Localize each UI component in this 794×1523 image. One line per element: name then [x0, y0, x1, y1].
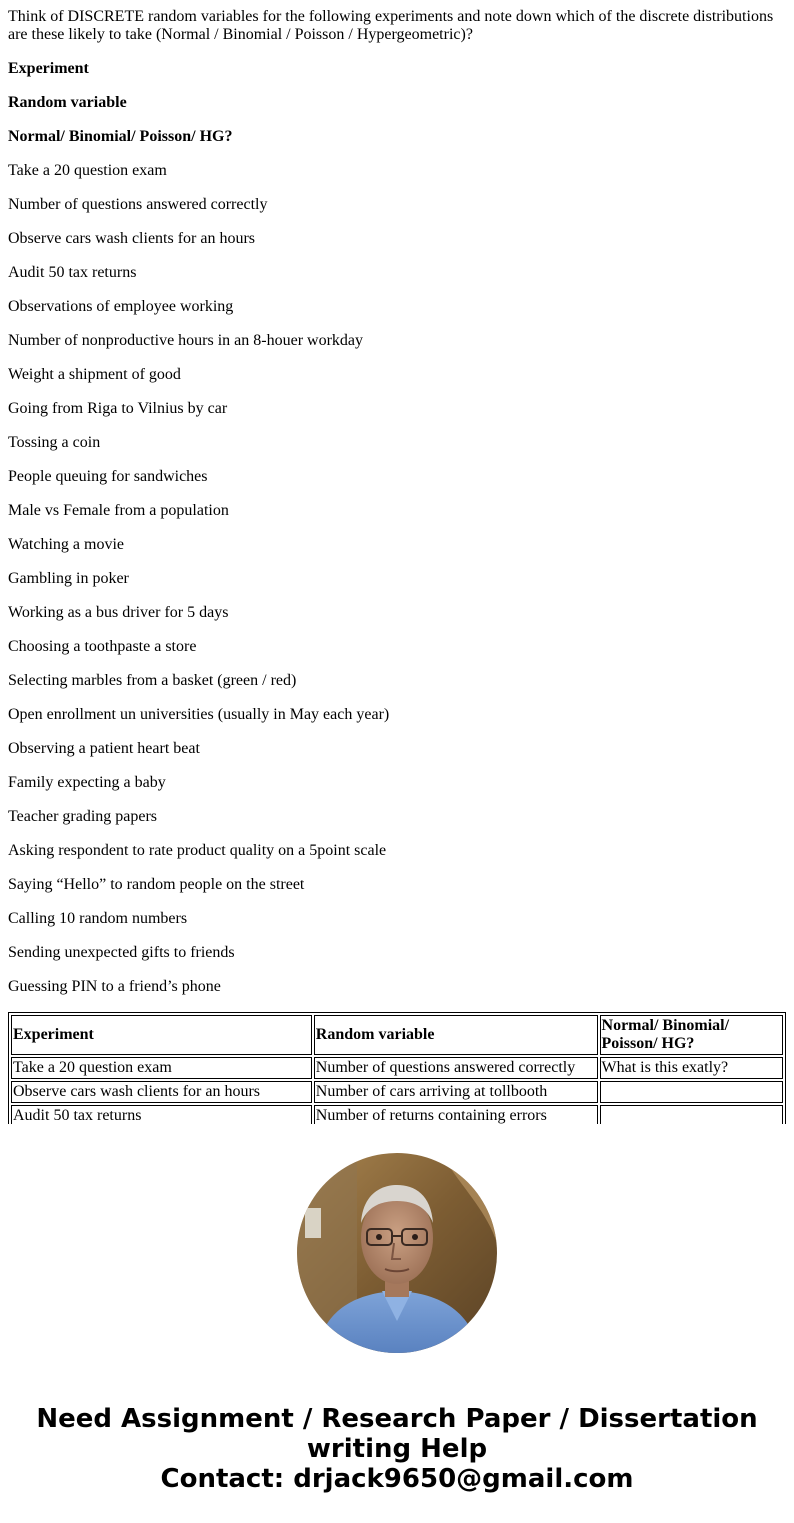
table-cell: Number of questions answered correctly	[314, 1057, 598, 1079]
table-row	[11, 1081, 783, 1103]
list-item: Observe cars wash clients for an hours	[8, 230, 256, 247]
heading-experiment: Experiment	[8, 60, 89, 77]
table-header-experiment: Experiment	[11, 1015, 312, 1055]
list-item: Sending unexpected gifts to friends	[8, 944, 235, 961]
list-item: Asking respondent to rate product quality on a 5point scale	[8, 842, 387, 859]
footer-line-2: writing Help	[306, 1434, 488, 1464]
list-item: Number of nonproductive hours in an 8-houer workday	[8, 332, 364, 349]
heading-distribution: Normal/ Binomial/ Poisson/ HG?	[8, 128, 233, 145]
footer-advert	[0, 1404, 794, 1494]
list-item: Tossing a coin	[8, 434, 101, 451]
table-cell: What is this exatly?	[600, 1057, 783, 1079]
list-item: Gambling in poker	[8, 570, 129, 587]
list-item: Watching a movie	[8, 536, 125, 553]
table-cell: Number of returns containing errors	[314, 1105, 598, 1124]
list-item: Selecting marbles from a basket (green / red)	[8, 672, 297, 689]
table-row	[11, 1057, 783, 1079]
table-cell	[600, 1105, 783, 1124]
table-cell: Audit 50 tax returns	[11, 1105, 312, 1124]
list-item: Open enrollment un universities (usually in May each year)	[8, 706, 390, 723]
list-item: Weight a shipment of good	[8, 366, 181, 383]
distribution-table	[8, 1012, 786, 1124]
list-item: Take a 20 question exam	[8, 162, 167, 179]
eye-left	[376, 1234, 382, 1240]
table-cell: Observe cars wash clients for an hours	[11, 1081, 312, 1103]
list-item: Guessing PIN to a friend’s phone	[8, 978, 221, 995]
table-header-row	[11, 1015, 783, 1055]
intro-paragraph: Think of DISCRETE random variables for the following experiments and note down which of the discrete distributions are these likely to take (Normal / Binomial / Poisson / Hypergeometric)?	[8, 8, 774, 43]
list-item: Audit 50 tax returns	[8, 264, 137, 281]
list-item: Working as a bus driver for 5 days	[8, 604, 229, 621]
list-item: Number of questions answered correctly	[8, 196, 268, 213]
person-photo-icon	[297, 1153, 497, 1353]
list-item: Choosing a toothpaste a store	[8, 638, 197, 655]
list-item: People queuing for sandwiches	[8, 468, 208, 485]
list-item: Calling 10 random numbers	[8, 910, 188, 927]
wall-switch	[305, 1208, 321, 1238]
list-item: Family expecting a baby	[8, 774, 166, 791]
list-item: Male vs Female from a population	[8, 502, 229, 519]
table-header-random-variable: Random variable	[314, 1015, 598, 1055]
list-item: Observations of employee working	[8, 298, 234, 315]
list-item: Teacher grading papers	[8, 808, 158, 825]
table-header-distribution: Normal/ Binomial/ Poisson/ HG?	[600, 1015, 783, 1055]
footer-contact[interactable]: Contact: drjack9650@gmail.com	[160, 1464, 634, 1494]
footer-line-1: Need Assignment / Research Paper / Dissertation	[36, 1404, 758, 1434]
table-cell: Take a 20 question exam	[11, 1057, 312, 1079]
table-cell: Number of cars arriving at tollbooth	[314, 1081, 598, 1103]
list-item: Saying “Hello” to random people on the street	[8, 876, 305, 893]
table-row	[11, 1105, 783, 1124]
table-clip	[8, 1012, 786, 1124]
table-cell	[600, 1081, 783, 1103]
list-item: Observing a patient heart beat	[8, 740, 200, 757]
eye-right	[412, 1234, 418, 1240]
heading-random-variable: Random variable	[8, 94, 127, 111]
list-item: Going from Riga to Vilnius by car	[8, 400, 228, 417]
author-avatar	[297, 1153, 497, 1353]
